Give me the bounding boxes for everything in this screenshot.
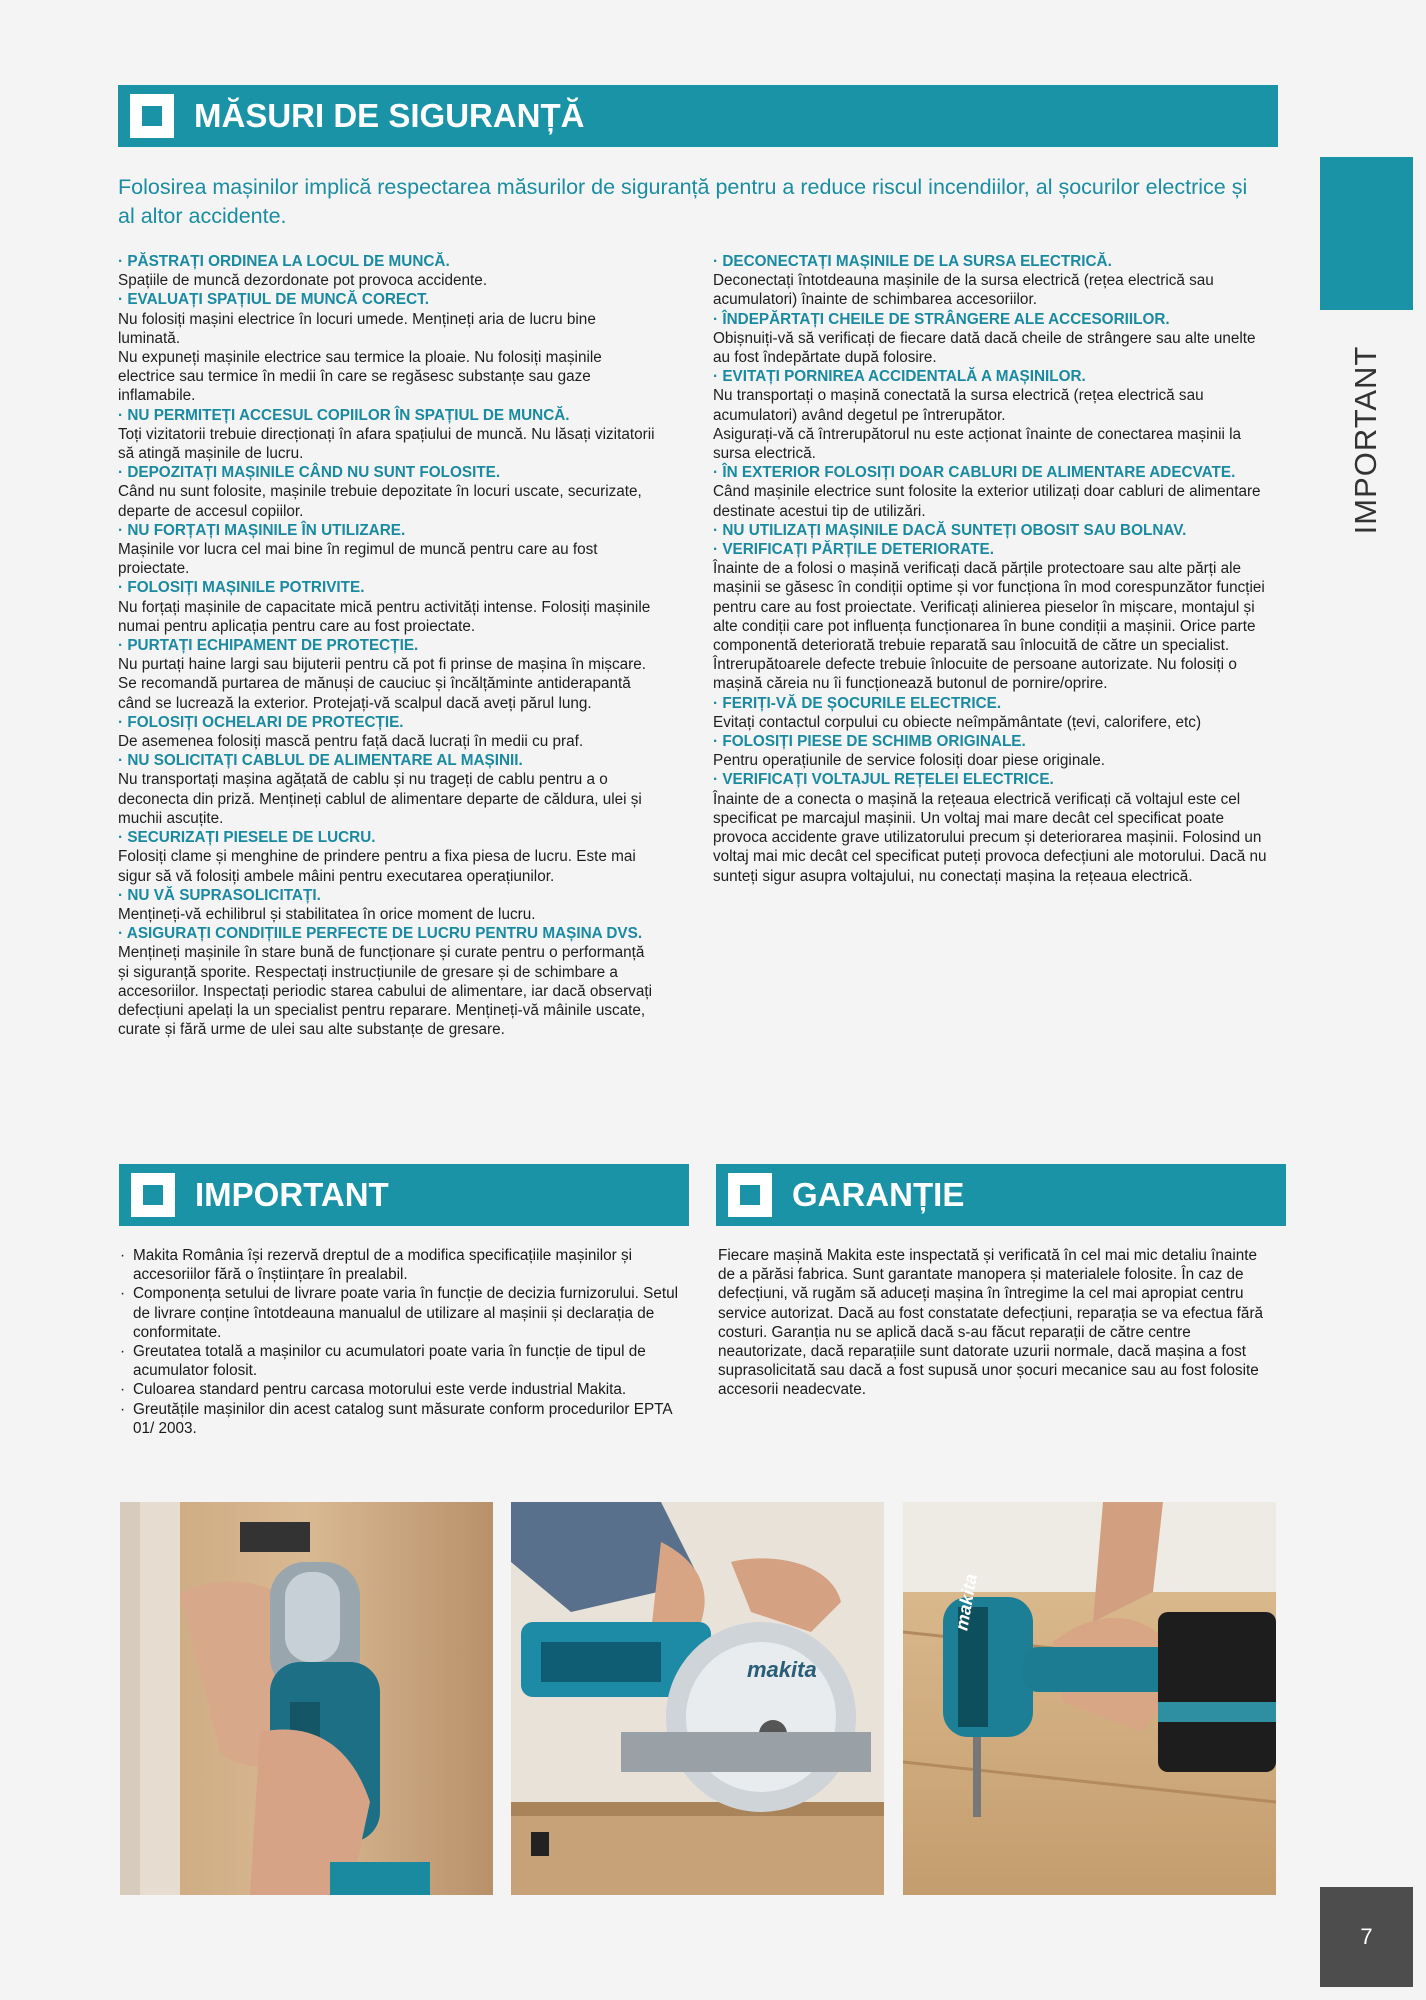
section-heading: · EVITAȚI PORNIREA ACCIDENTALĂ A MAȘINILOR. xyxy=(713,368,1086,386)
square-icon xyxy=(728,1173,772,1217)
section-body: Nu transportați o mașină conectată la sursa electrică (rețea electrică sau acumulatori) având degetul pe întrerupător. Asigurați-vă că întrerupătorul nu este acționat înainte de conectarea mașinii la sursa electrică. xyxy=(713,387,1242,463)
section-body: Pentru operațiunile de service folosiți doar piese originale. xyxy=(713,752,1105,770)
important-list xyxy=(118,1246,688,1438)
safety-list-right xyxy=(713,252,1273,886)
section-body: Mențineți-vă echilibrul și stabilitatea în orice moment de lucru. xyxy=(118,905,536,923)
section-heading: · VERIFICAȚI VOLTAJUL REȚELEI ELECTRICE. xyxy=(713,771,1054,789)
section-body: Evitați contactul corpului cu obiecte neîmpământate (țevi, calorifere, etc) xyxy=(713,713,1202,731)
section-body: Nu forțați mașinile de capacitate mică pentru activități intense. Folosiți mașinile numai pentru aplicația pentru care au fost proiectate. xyxy=(118,598,651,635)
section-heading: · ÎN EXTERIOR FOLOSIȚI DOAR CABLURI DE ALIMENTARE ADECVATE. xyxy=(713,464,1236,482)
section-heading: · FOLOSIȚI MAȘINILE POTRIVITE. xyxy=(118,579,365,597)
warranty-text: Fiecare mașină Makita este inspectată și verificată în cel mai mic detaliu înainte de a părăsi fabrica. Sunt garantate manopera și materialele folosite. În caz de defecțiuni, vă rugăm să aduceți mașina în întregime la cel mai apropiat centru service autorizat. Dacă au fost constatate defecțiuni, reparația se va efectua fără costuri. Garanția nu se aplică dacă s-au făcut reparații de către centre neautorizate, dacă reparațiile sunt datorate uzurii normale, dacă mașina a fost suprasolicitată sau dacă a fost supusă unor șocuri mecanice sau au fost folosite accesorii neadecvate. xyxy=(718,1247,1264,1399)
section-body: Toți vizitatorii trebuie direcționați în afara spațiului de muncă. Nu lăsați vizitatorii să atingă mașinile de lucru. xyxy=(118,425,655,463)
page-number: 7 xyxy=(1320,1887,1413,1987)
section-heading: · ÎNDEPĂRTAȚI CHEILE DE STRÂNGERE ALE ACCESORIILOR. xyxy=(713,310,1170,328)
section-heading: · PĂSTRAȚI ORDINEA LA LOCUL DE MUNCĂ. xyxy=(118,253,450,270)
section-body: Obișnuiți-vă să verificați de fiecare dată dacă cheile de strângere sau alte unelte au fost îndepărtate după folosire. xyxy=(713,329,1256,367)
section-header-warranty xyxy=(716,1164,1286,1226)
section-heading: · NU UTILIZAȚI MAȘINILE DACĂ SUNTEȚI OBOSIT SAU BOLNAV. xyxy=(713,521,1187,539)
important-item: · Greutatea totală a mașinilor cu acumulatori poate varia în funcție de tipul de acumulator folosit. xyxy=(118,1342,688,1380)
square-icon xyxy=(131,1173,175,1217)
section-body: Înainte de a folosi o mașină verificați dacă părțile protectoare sau alte părți ale mașinii se găsesc în condiții optime și vor funcționa în mod corespunzător funcției pentru care au fost proiectate. Verificați alinierea pieselor în mișcare, montajul și alte condiții care pot influența funcționarea în bune condiții a mașinii. Orice parte componentă deteriorată trebuie reparată sau înlocuită de către un specialist. Întrerupătoarele defecte trebuie înlocuite de persoane autorizate. Nu folosiți o mașină căreia nu îi funcționează butonul de pornire/oprire. xyxy=(713,560,1265,693)
photo-drill-driver xyxy=(903,1502,1276,1895)
section-heading: · NU FORȚAȚI MAȘINILE ÎN UTILIZARE. xyxy=(118,521,406,539)
section-body: Mențineți mașinile în stare bună de funcționare și curate pentru o performanță și siguranță sporite. Respectați instrucțiunile de gresare și de schimbare a accesoriilor. Inspectați periodic starea cabului de alimentare, iar dacă observați defecțiuni apelați la un specialist pentru reparare. Mențineți-vă mâinile uscate, curate și fără urme de ulei sau alte substanțe de gresare. xyxy=(118,944,652,1039)
side-tab-accent xyxy=(1320,157,1413,310)
section-heading: · NU PERMITEȚI ACCESUL COPIILOR ÎN SPAȚIUL DE MUNCĂ. xyxy=(118,406,570,424)
section-body: Când mașinile electrice sunt folosite la exterior utilizați doar cabluri de alimentare destinate acestui tip de utilizări. xyxy=(713,483,1261,520)
section-heading: · ASIGURAȚI CONDIȚIILE PERFECTE DE LUCRU PENTRU MAȘINA DVS. xyxy=(118,925,643,943)
section-body: Spațiile de muncă dezordonate pot provoca accidente. xyxy=(118,272,488,290)
section-body: Folosiți clame și menghine de prindere pentru a fixa piesa de lucru. Este mai sigur să vă folosiți ambele mâini pentru executarea operațiunilor. xyxy=(118,848,636,885)
intro-text: Folosirea mașinilor implică respectarea măsurilor de siguranță pentru a reduce riscul incendiilor, al șocurilor electrice și al altor accidente. xyxy=(118,175,1248,228)
section-heading: · PURTAȚI ECHIPAMENT DE PROTECȚIE. xyxy=(118,637,419,655)
side-label: IMPORTANT xyxy=(1348,345,1383,535)
section-body: Nu folosiți mașini electrice în locuri umede. Mențineți aria de lucru bine luminată. Nu expuneți mașinile electrice sau termice la ploaie. Nu folosiți mașinile electrice sau termice în medii în care se regăsesc substanțe sau gaze inflamabile. xyxy=(118,310,602,405)
section-body: Deconectați întotdeauna mașinile de la sursa electrică (rețea electrică sau acumulatori) înainte de schimbarea accesoriilor. xyxy=(713,272,1214,309)
section-header-important xyxy=(119,1164,689,1226)
section-heading: · DECONECTAȚI MAȘINILE DE LA SURSA ELECTRICĂ. xyxy=(713,253,1112,270)
section-heading: · DEPOZITAȚI MAȘINILE CÂND NU SUNT FOLOSITE. xyxy=(118,464,501,482)
section-heading: · NU VĂ SUPRASOLICITAȚI. xyxy=(118,886,321,904)
important-item: · Greutățile mașinilor din acest catalog sunt măsurate conform procedurilor EPTA 01/ 2003. xyxy=(118,1400,688,1438)
section-heading: · EVALUAȚI SPAȚIUL DE MUNCĂ CORECT. xyxy=(118,291,430,309)
section-heading: · FOLOSIȚI PIESE DE SCHIMB ORIGINALE. xyxy=(713,733,1026,751)
important-item: · Culoarea standard pentru carcasa motorului este verde industrial Makita. xyxy=(118,1380,688,1399)
warranty-title: GARANȚIE xyxy=(792,1176,965,1213)
drill-brand-label: makita xyxy=(951,1572,981,1632)
important-item: · Componența setului de livrare poate varia în funcție de decizia furnizorului. Setul de livrare conține întotdeauna manualul de utilizare al mașinii și declarația de conformitate. xyxy=(118,1284,688,1342)
photo-angle-drill xyxy=(120,1502,493,1895)
saw-brand-label: makita xyxy=(747,1657,817,1682)
section-body: Nu transportați mașina agățată de cablu și nu trageți de cablu pentru a o deconecta din priză. Mențineți cablul de alimentare departe de căldura, ulei și muchii ascuțite. xyxy=(118,771,642,827)
square-icon xyxy=(130,94,174,138)
section-body: De asemenea folosiți mască pentru față dacă lucrați în medii cu praf. xyxy=(118,733,584,751)
page-title: MĂSURI DE SIGURANȚĂ xyxy=(194,97,585,134)
important-title: IMPORTANT xyxy=(195,1176,389,1213)
important-item: · Makita România își rezervă dreptul de a modifica specificațiile mașinilor și accesoriilor fără o înștiințare în prealabil. xyxy=(118,1246,688,1284)
section-body: Mașinile vor lucra cel mai bine în regimul de muncă pentru care au fost proiectate. xyxy=(118,541,598,578)
safety-list-left xyxy=(118,252,658,1039)
section-heading: · FOLOSIȚI OCHELARI DE PROTECȚIE. xyxy=(118,713,404,731)
photo-circular-saw xyxy=(511,1502,884,1895)
section-heading: · SECURIZAȚI PIESELE DE LUCRU. xyxy=(118,829,376,847)
section-heading: · NU SOLICITAȚI CABLUL DE ALIMENTARE AL MAȘINII. xyxy=(118,752,523,770)
section-heading: · VERIFICAȚI PĂRȚILE DETERIORATE. xyxy=(713,541,995,559)
section-body: Nu purtați haine largi sau bijuterii pentru că pot fi prinse de mașina în mișcare. Se recomandă purtarea de mănuși de cauciuc și încălțăminte antiderapantă când se lucrează la exterior. Protejați-vă scalpul dacă aveți părul lung. xyxy=(118,656,647,712)
section-body: Înainte de a conecta o mașină la rețeaua electrică verificați că voltajul este cel specificat pe marcajul mașinii. Un voltaj mai mare decât cel specificat poate provoca accidente grave utilizatorului precum și deteriorarea mașinii. Folosind un voltaj mai mic decât cel specificat puteți provoca defecțiuni ale motorului. Dacă nu sunteți sigur asupra voltajului, nu conectați mașina la rețeaua electrică. xyxy=(713,790,1267,885)
section-heading: · FERIȚI-VĂ DE ȘOCURILE ELECTRICE. xyxy=(713,694,1002,712)
section-body: Când nu sunt folosite, mașinile trebuie depozitate în locuri uscate, securizate, departe de accesul copiilor. xyxy=(118,483,642,520)
section-header-safety xyxy=(118,85,1278,147)
